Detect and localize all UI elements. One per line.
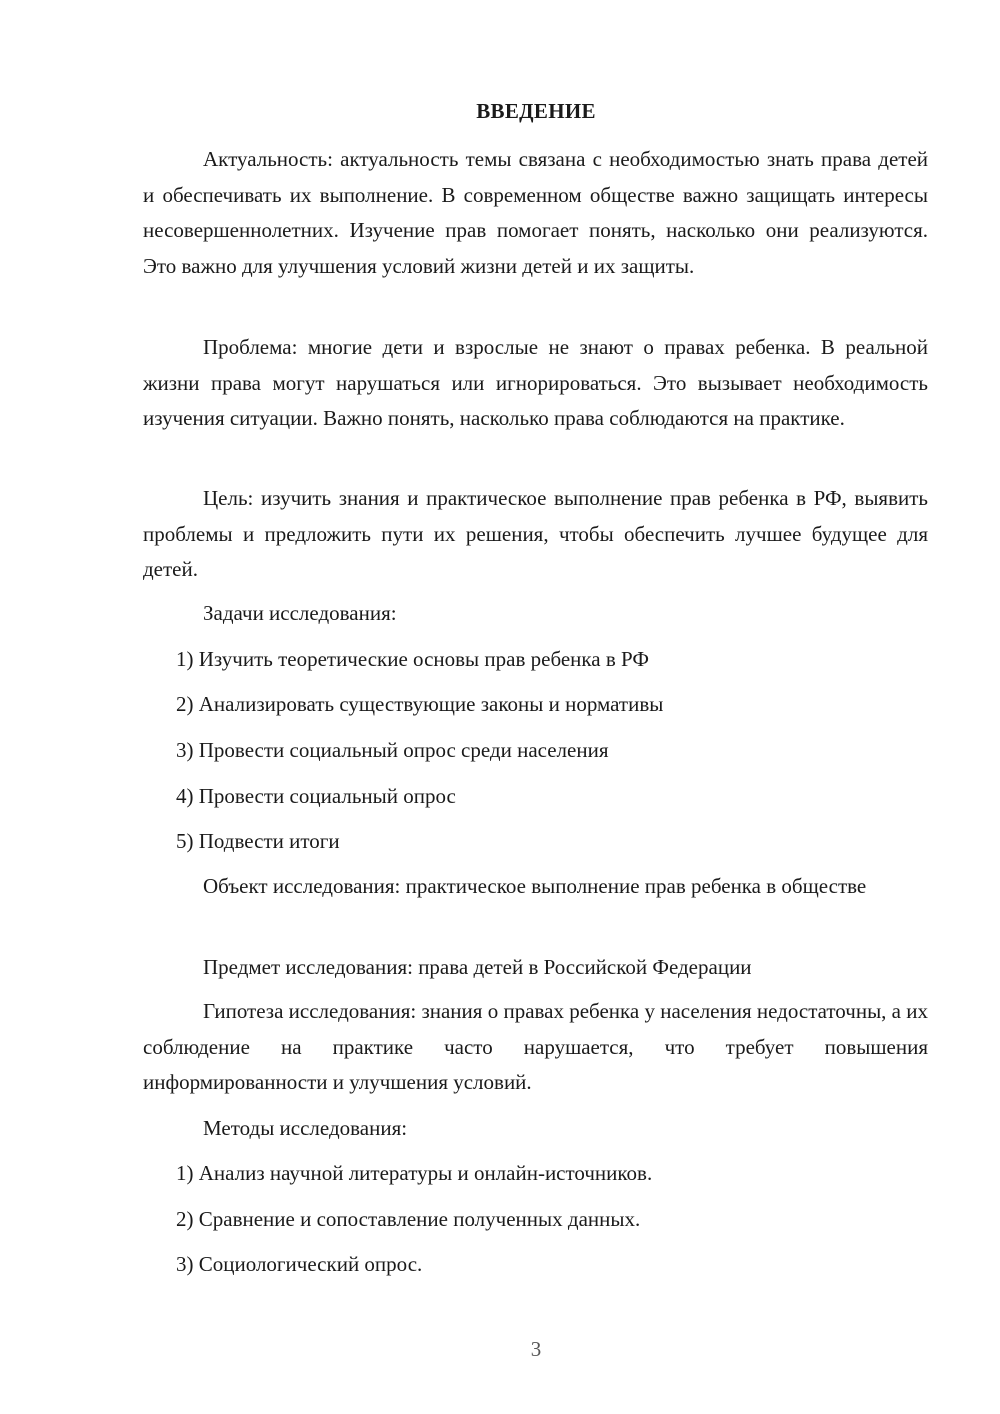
method-item: 3) Социологический опрос.: [176, 1252, 423, 1276]
task-item: 5) Подвести итоги: [176, 829, 340, 853]
method-item: 2) Сравнение и сопоставление полученных данных.: [176, 1207, 641, 1231]
section-heading: ВВЕДЕНИЕ: [476, 99, 596, 123]
object-paragraph: Объект исследования: практическое выполнение прав ребенка в обществе: [203, 874, 867, 898]
task-item: 1) Изучить теоретические основы прав ребенка в РФ: [176, 647, 649, 671]
page-number: 3: [530, 1337, 542, 1361]
tasks-heading: Задачи исследования:: [203, 601, 397, 625]
task-item: 4) Провести социальный опрос: [176, 784, 456, 808]
task-item: 3) Провести социальный опрос среди населения: [176, 738, 609, 762]
methods-heading: Методы исследования:: [203, 1116, 408, 1140]
task-item: 2) Анализировать существующие законы и нормативы: [176, 692, 664, 716]
goal-paragraph: Цель: изучить знания и практическое выполнение прав ребенка в РФ, выявить проблемы и предложить пути их решения, чтобы обеспечить лучшее будущее для детей.: [143, 486, 928, 581]
problem-paragraph: Проблема: многие дети и взрослые не знают о правах ребенка. В реальной жизни права могут нарушаться или игнорироваться. Это вызывает необходимость изучения ситуации. Важно понять, насколько права соблюдаются на практике.: [143, 335, 928, 430]
method-item: 1) Анализ научной литературы и онлайн-источников.: [176, 1161, 653, 1185]
hypothesis-paragraph: Гипотеза исследования: знания о правах ребенка у населения недостаточны, а их соблюдение на практике часто нарушается, что требует повышения информированности и улучшения условий.: [143, 999, 928, 1094]
subject-line: Предмет исследования: права детей в Российской Федерации: [203, 955, 752, 979]
relevance-paragraph: Актуальность: актуальность темы связана с необходимостью знать права детей и обеспечивать их выполнение. В современном обществе важно защищать интересы несовершеннолетних. Изучение прав помогает понять, насколько они реализуются. Это важно для улучшения условий жизни детей и их защиты.: [143, 147, 928, 278]
